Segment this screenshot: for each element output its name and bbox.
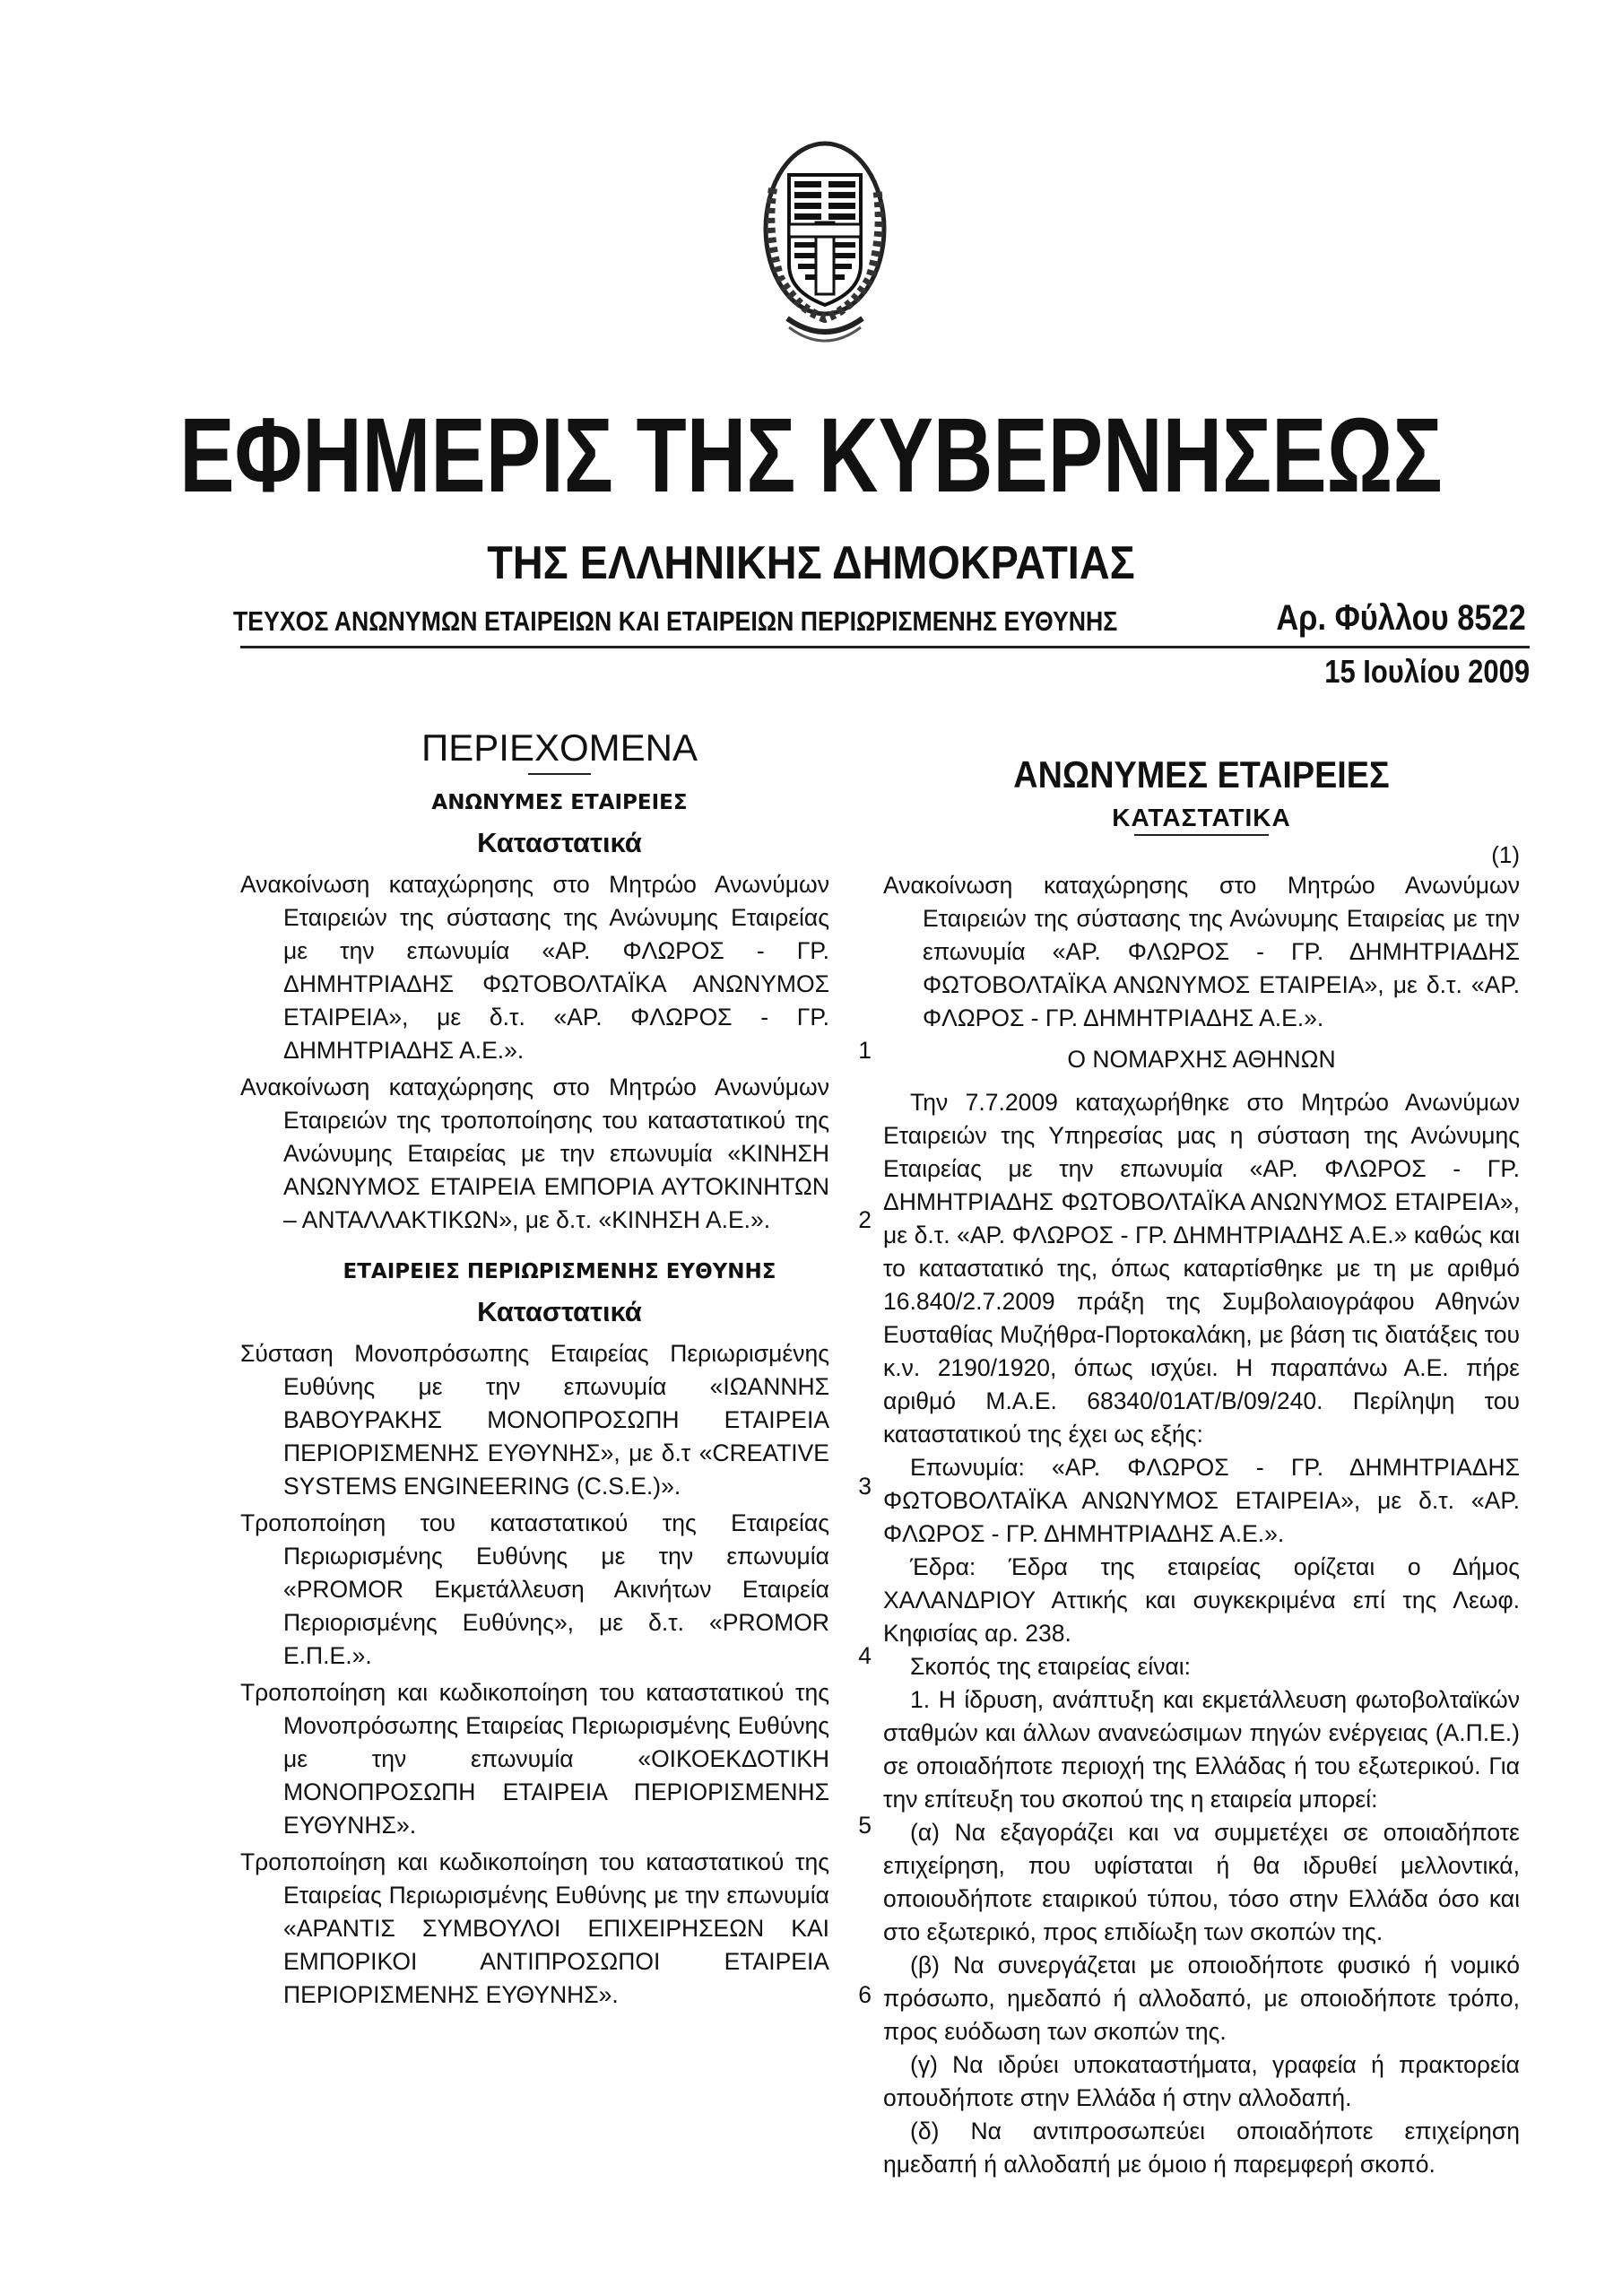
toc-item[interactable]	[240, 868, 879, 1067]
toc-section-title: ΑΝΩΝΥΜΕΣ ΕΤΑΙΡΕΙΕΣ	[431, 791, 688, 814]
article-paragraph: Σκοπός της εταιρείας είναι:	[910, 1653, 1192, 1680]
article-paragraph: (δ) Να αντιπροσωπεύει οποιαδήποτε επιχείρηση ημεδαπή ή αλλοδαπή με όμοιο ή παρεμφερή σκοπό.	[883, 2118, 1520, 2178]
article-section-title: ΑΝΩΝΥΜΕΣ ΕΤΑΙΡΕΙΕΣ	[1013, 753, 1390, 796]
toc-item-text: Τροποποίηση και κωδικοποίηση του καταστατικού της Μονοπρόσωπης Εταιρείας Περιωρισμένης Ευθύνης με την επωνυμία «ΟΙΚΟΕΚΔΟΤΙΚΗ ΜΟΝΟΠΡΟΣΩΠΗ ΕΤΑΙΡΕΙΑ ΠΕΡΙΟΡΙΣΜΕΝΗΣ ΕΥΘΥΝΗΣ».	[240, 1679, 829, 1839]
article-paragraph: Επωνυμία: «ΑΡ. ΦΛΩΡΟΣ - ΓΡ. ΔΗΜΗΤΡΙΑΔΗΣ ΦΩΤΟΒΟΛΤΑΪΚΑ ΑΝΩΝΥΜΟΣ ΕΤΑΙΡΕΙΑ», με δ.τ. «ΑΡ. ΦΛΩΡΟΣ - ΓΡ. ΔΗΜΗΤΡΙΑΔΗΣ Α.Ε.».	[883, 1454, 1520, 1547]
toc-item-page: 6	[858, 1981, 872, 2008]
gazette-title: ΕΦΗΜΕΡΙΣ ΤΗΣ ΚΥΒΕΡΝΗΣΕΩΣ	[179, 396, 1443, 515]
toc-section-subtitle: Καταστατικά	[477, 1296, 642, 1327]
article-paragraph: (γ) Να ιδρύει υποκαταστήματα, γραφεία ή πρακτορεία οπουδήποτε στην Ελλάδα ή στην αλλοδαπή.	[883, 2051, 1520, 2111]
header-rule	[240, 646, 1530, 648]
toc-section-title: ΕΤΑΙΡΕΙΕΣ ΠΕΡΙΩΡΙΣΜΕΝΗΣ ΕΥΘΥΝΗΣ	[343, 1260, 776, 1283]
toc-item-text: Τροποποίηση του καταστατικού της Εταιρείας Περιωρισμένης Ευθύνης με την επωνυμία «PROMOR Εκμετάλλευση Ακινήτων Εταιρεία Περιορισμένης Ευθύνης», με δ.τ. «PROMOR Ε.Π.Ε.».	[240, 1509, 829, 1669]
article-paragraph: (α) Να εξαγοράζει και να συμμετέχει σε οποιαδήποτε επιχείρηση, που υφίσταται ή θα ιδρυθεί μελλοντικά, οποιουδήποτε εταιρικού τύπου, τόσο στην Ελλάδα όσο και στο εξωτερικό, προς επιδίωξη των σκοπών της.	[883, 1819, 1520, 1945]
greek-coat-of-arms-icon	[762, 135, 888, 377]
article-rule	[1134, 834, 1269, 836]
toc-item[interactable]	[240, 1676, 879, 1842]
toc-item-page: 5	[858, 1812, 872, 1839]
toc-item[interactable]	[240, 1337, 879, 1503]
toc-item-text: Σύσταση Μονοπρόσωπης Εταιρείας Περιωρισμένης Ευθύνης με την επωνυμία «ΙΩΑΝΝΗΣ ΒΑΒΟΥΡΑΚΗΣ ΜΟΝΟΠΡΟΣΩΠΗ ΕΤΑΙΡΕΙΑ ΠΕΡΙΟΡΙΣΜΕΝΗΣ ΕΥΘΥΝΗΣ», με δ.τ «CREATIVE SYSTEMS ENGINEERING (C.S.E.)».	[240, 1340, 829, 1500]
issue-date: 15 Ιουλίου 2009	[1324, 653, 1530, 690]
contents-heading: ΠΕΡΙΕΧΟΜΕΝΑ	[421, 726, 698, 769]
issue-title: ΤΕΥΧΟΣ ΑΝΩΝΥΜΩΝ ΕΤΑΙΡΕΙΩΝ ΚΑΙ ΕΤΑΙΡΕΙΩΝ ΠΕΡΙΩΡΙΣΜΕΝΗΣ ΕΥΘΥΝΗΣ	[233, 605, 1118, 637]
article-number: (1)	[1491, 841, 1520, 868]
contents-rule	[528, 773, 591, 775]
article-paragraph: 1. Η ίδρυση, ανάπτυξη και εκμετάλλευση φωτοβολταϊκών σταθμών και άλλων ανανεώσιμων πηγών ενέργειας (Α.Π.Ε.) σε οποιαδήποτε περιοχή της Ελλάδας ή του εξωτερικού. Για την επίτευξη του σκοπού της η εταιρεία μπορεί:	[883, 1686, 1520, 1813]
toc-item[interactable]	[240, 1846, 879, 2012]
toc-section-subtitle: Καταστατικά	[477, 827, 642, 858]
toc-item-text: Ανακοίνωση καταχώρησης στο Μητρώο Ανωνύμων Εταιρειών της τροποποίησης του καταστατικού της Ανώνυμης Εταιρείας με την επωνυμία «ΚΙΝΗΣΗ ΑΝΩΝΥΜΟΣ ΕΤΑΙΡΕΙΑ ΕΜΠΟΡΙΑ ΑΥΤΟΚΙΝΗΤΩΝ – ΑΝΤΑΛΛΑΚΤΙΚΩΝ», με δ.τ. «ΚΙΝΗΣΗ Α.Ε.».	[240, 1074, 829, 1233]
article-authority: Ο ΝΟΜΑΡΧΗΣ ΑΘΗΝΩΝ	[1067, 1046, 1336, 1073]
article-paragraph: Έδρα: Έδρα της εταιρείας ορίζεται ο Δήμος ΧΑΛΑΝΔΡΙΟΥ Αττικής και συγκεκριμένα επί της Λεωφ. Κηφισίας αρ. 238.	[883, 1553, 1520, 1647]
article-headline: Ανακοίνωση καταχώρησης στο Μητρώο Ανωνύμων Εταιρειών της σύστασης της Ανώνυμης Εταιρείας με την επωνυμία «ΑΡ. ΦΛΩΡΟΣ - ΓΡ. ΔΗΜΗΤΡΙΑΔΗΣ ΦΩΤΟΒΟΛΤΑΪΚΑ ΑΝΩΝΥΜΟΣ ΕΤΑΙΡΕΙΑ», με δ.τ. «ΑΡ. ΦΛΩΡΟΣ - ΓΡ. ΔΗΜΗΤΡΙΑΔΗΣ Α.Ε.».	[883, 872, 1520, 1031]
gazette-subtitle: ΤΗΣ ΕΛΛΗΝΙΚΗΣ ΔΗΜΟΚΡΑΤΙΑΣ	[487, 537, 1135, 589]
article-paragraph: Την 7.7.2009 καταχωρήθηκε στο Μητρώο Ανωνύμων Εταιρειών της Υπηρεσίας μας η σύσταση της Ανώνυμης Εταιρείας με την επωνυμία «ΑΡ. ΦΛΩΡΟΣ - ΓΡ. ΔΗΜΗΤΡΙΑΔΗΣ ΦΩΤΟΒΟΛΤΑΪΚΑ ΑΝΩΝΥΜΟΣ ΕΤΑΙΡΕΙΑ», με δ.τ. «ΑΡ. ΦΛΩΡΟΣ - ΓΡ. ΔΗΜΗΤΡΙΑΔΗΣ Α.Ε.» καθώς και το καταστατικό της, όπως καταρτίσθηκε με τη με αριθμό 16.840/2.7.2009 πράξη της Συμβολαιογράφου Αθηνών Ευσταθίας Μυζήθρα-Πορτοκαλάκη, με βάση τις διατάξεις του κ.ν. 2190/1920, όπως ισχύει. Η παραπάνω Α.Ε. πήρε αριθμό Μ.Α.Ε. 68340/01ΑΤ/Β/09/240. Περίληψη του καταστατικού της έχει ως εξής:	[883, 1089, 1520, 1448]
contents-column	[240, 726, 879, 2015]
toc-item-page: 2	[858, 1206, 872, 1233]
toc-item-page: 4	[858, 1642, 872, 1669]
article-column	[883, 726, 1520, 2181]
toc-item[interactable]	[240, 1071, 879, 1237]
toc-item-text: Τροποποίηση και κωδικοποίηση του καταστατικού της Εταιρείας Περιωρισμένης Ευθύνης με την επωνυμία «ΑΡΑΝΤΙΣ ΣΥΜΒΟΥΛΟΙ ΕΠΙΧΕΙΡΗΣΕΩΝ ΚΑΙ ΕΜΠΟΡΙΚΟΙ ΑΝΤΙΠΡΟΣΩΠΟΙ ΕΤΑΙΡΕΙΑ ΠΕΡΙΟΡΙΣΜΕΝΗΣ ΕΥΘΥΝΗΣ».	[240, 1848, 829, 2008]
sheet-number: Αρ. Φύλλου 8522	[1276, 598, 1526, 638]
article-section-subtitle: ΚΑΤΑΣΤΑΤΙΚΑ	[1112, 804, 1291, 831]
toc-item-page: 3	[858, 1473, 872, 1500]
toc-item-page: 1	[858, 1037, 872, 1064]
article-paragraph: (β) Να συνεργάζεται με οποιοδήποτε φυσικό ή νομικό πρόσωπο, ημεδαπό ή αλλοδαπό, με οποιοδήποτε τρόπο, προς ευόδωση των σκοπών της.	[883, 1952, 1520, 2045]
toc-item[interactable]	[240, 1507, 879, 1673]
toc-item-text: Ανακοίνωση καταχώρησης στο Μητρώο Ανωνύμων Εταιρειών της σύστασης της Ανώνυμης Εταιρείας με την επωνυμία «ΑΡ. ΦΛΩΡΟΣ - ΓΡ. ΔΗΜΗΤΡΙΑΔΗΣ ΦΩΤΟΒΟΛΤΑΪΚΑ ΑΝΩΝΥΜΟΣ ΕΤΑΙΡΕΙΑ», με δ.τ. «ΑΡ. ΦΛΩΡΟΣ - ΓΡ. ΔΗΜΗΤΡΙΑΔΗΣ Α.Ε.».	[240, 871, 829, 1064]
